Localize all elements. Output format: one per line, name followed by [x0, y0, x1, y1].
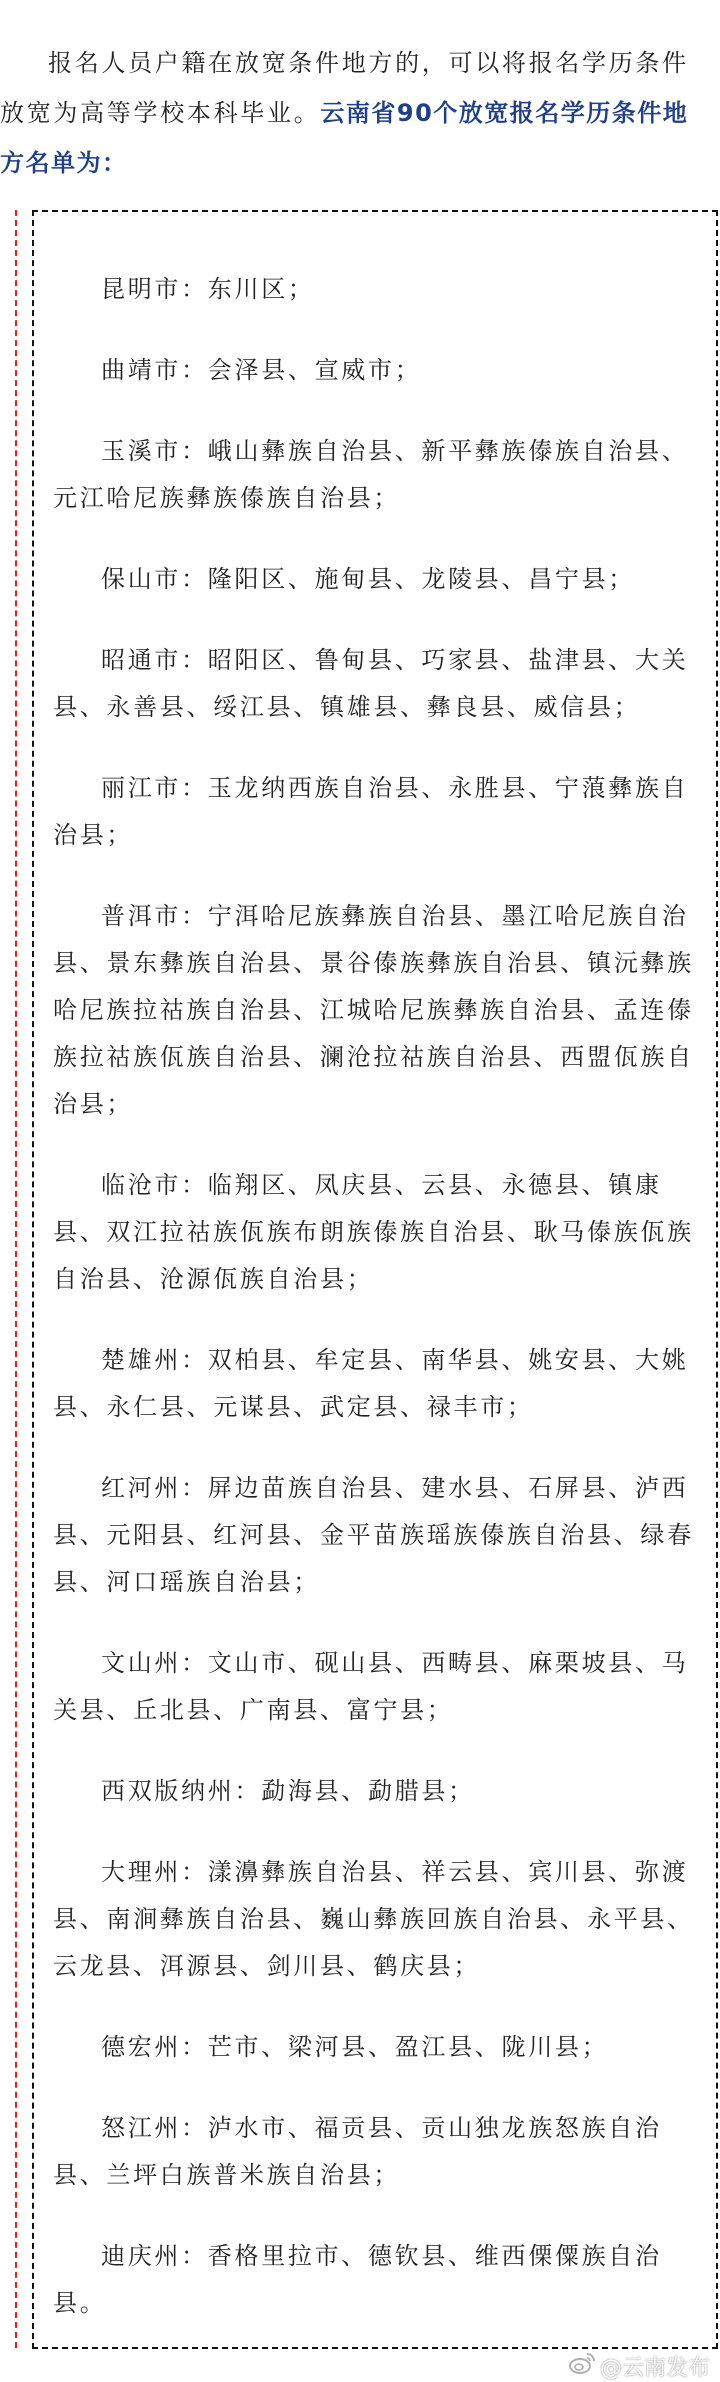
region-list — [53, 266, 703, 2361]
region-entry-line: 红河州：屏边苗族自治县、建水县、石屏县、泸西 — [101, 1474, 689, 1502]
region-entry — [53, 893, 703, 1128]
intro-highlight-text-cont: 方名单为： — [0, 149, 128, 177]
region-entry-line: 县。 — [53, 2289, 107, 2317]
region-entry-line: 关县、丘北县、广南县、富宁县； — [53, 1696, 454, 1724]
region-entry — [53, 2024, 703, 2071]
region-entry — [53, 266, 703, 313]
region-entry-line: 元江哈尼族彝族傣族自治县； — [53, 484, 401, 512]
region-entry-line: 治县； — [53, 1090, 134, 1118]
region-entry — [53, 2233, 703, 2327]
region-entry — [53, 347, 703, 394]
region-entry-line: 县、兰坪白族普米族自治县； — [53, 2161, 401, 2189]
intro-line-2 — [0, 88, 720, 138]
region-entry-line: 县、元阳县、红河县、金平苗族瑶族傣族自治县、绿春 — [53, 1521, 694, 1549]
region-entry-line: 临沧市：临翔区、凤庆县、云县、永德县、镇康 — [101, 1171, 662, 1199]
region-entry — [53, 1849, 703, 1990]
region-entry-line: 县、永善县、绥江县、镇雄县、彝良县、威信县； — [53, 693, 641, 721]
region-entry-line: 曲靖市：会泽县、宣威市； — [101, 356, 422, 384]
region-entry-line: 云龙县、洱源县、剑川县、鹤庆县； — [53, 1952, 481, 1980]
region-entry-line: 自治县、沧源佤族自治县； — [53, 1265, 374, 1293]
region-entry — [53, 1162, 703, 1303]
red-dashed-rule — [15, 210, 17, 2348]
region-entry-line: 德宏州：芒市、梁河县、盈江县、陇川县； — [101, 2033, 609, 2061]
intro-highlight-text: 云南省90个放宽报名学历条件地 — [320, 99, 689, 127]
region-entry-line: 县、南涧彝族自治县、巍山彝族回族自治县、永平县、 — [53, 1905, 694, 1933]
watermark-text: @云南发布 — [599, 2355, 710, 2381]
region-entry-line: 县、河口瑶族自治县； — [53, 1568, 320, 1596]
intro-line-1: 报名人员户籍在放宽条件地方的，可以将报名学历条件 — [48, 49, 689, 77]
region-entry — [53, 556, 703, 603]
intro-paragraph — [0, 38, 720, 188]
region-entry — [53, 1337, 703, 1431]
region-entry-line: 哈尼族拉祜族自治县、江城哈尼族彝族自治县、孟连傣 — [53, 996, 694, 1024]
region-entry-line: 县、永仁县、元谋县、武定县、禄丰市； — [53, 1393, 534, 1421]
region-entry-line: 昭通市：昭阳区、鲁甸县、巧家县、盐津县、大关 — [101, 646, 689, 674]
region-entry — [53, 1640, 703, 1734]
region-entry — [53, 765, 703, 859]
region-entry-line: 怒江州：泸水市、福贡县、贡山独龙族怒族自治 — [101, 2114, 662, 2142]
region-entry-line: 治县； — [53, 821, 134, 849]
region-entry-line: 族拉祜族佤族自治县、澜沧拉祜族自治县、西盟佤族自 — [53, 1043, 694, 1071]
region-entry-line: 文山州：文山市、砚山县、西畴县、麻栗坡县、马 — [101, 1649, 689, 1677]
region-entry — [53, 428, 703, 522]
region-entry-line: 县、景东彝族自治县、景谷傣族彝族自治县、镇沅彝族 — [53, 949, 694, 977]
region-entry-line: 大理州：漾濞彝族自治县、祥云县、宾川县、弥渡 — [101, 1858, 689, 1886]
weibo-icon — [568, 2351, 596, 2381]
region-entry-line: 玉溪市：峨山彝族自治县、新平彝族傣族自治县、 — [101, 437, 689, 465]
region-entry-line: 县、双江拉祜族佤族布朗族傣族自治县、耿马傣族佤族 — [53, 1218, 694, 1246]
region-entry-line: 西双版纳州：勐海县、勐腊县； — [101, 1777, 475, 1805]
region-entry — [53, 2105, 703, 2199]
watermark — [568, 2352, 710, 2380]
region-entry-line: 楚雄州：双柏县、牟定县、南华县、姚安县、大姚 — [101, 1346, 689, 1374]
intro-plain-text: 放宽为高等学校本科毕业。 — [0, 99, 321, 127]
region-entry — [53, 1768, 703, 1815]
region-entry-line: 迪庆州：香格里拉市、德钦县、维西傈僳族自治 — [101, 2242, 662, 2270]
region-entry-line: 昆明市：东川区； — [101, 275, 315, 303]
region-entry-line: 普洱市：宁洱哈尼族彝族自治县、墨江哈尼族自治 — [101, 902, 689, 930]
region-entry — [53, 1465, 703, 1606]
region-entry — [53, 637, 703, 731]
region-entry-line: 丽江市：玉龙纳西族自治县、永胜县、宁蒗彝族自 — [101, 774, 689, 802]
region-list-box — [32, 210, 718, 2349]
region-entry-line: 保山市：隆阳区、施甸县、龙陵县、昌宁县； — [101, 565, 635, 593]
intro-line-3 — [0, 138, 720, 188]
